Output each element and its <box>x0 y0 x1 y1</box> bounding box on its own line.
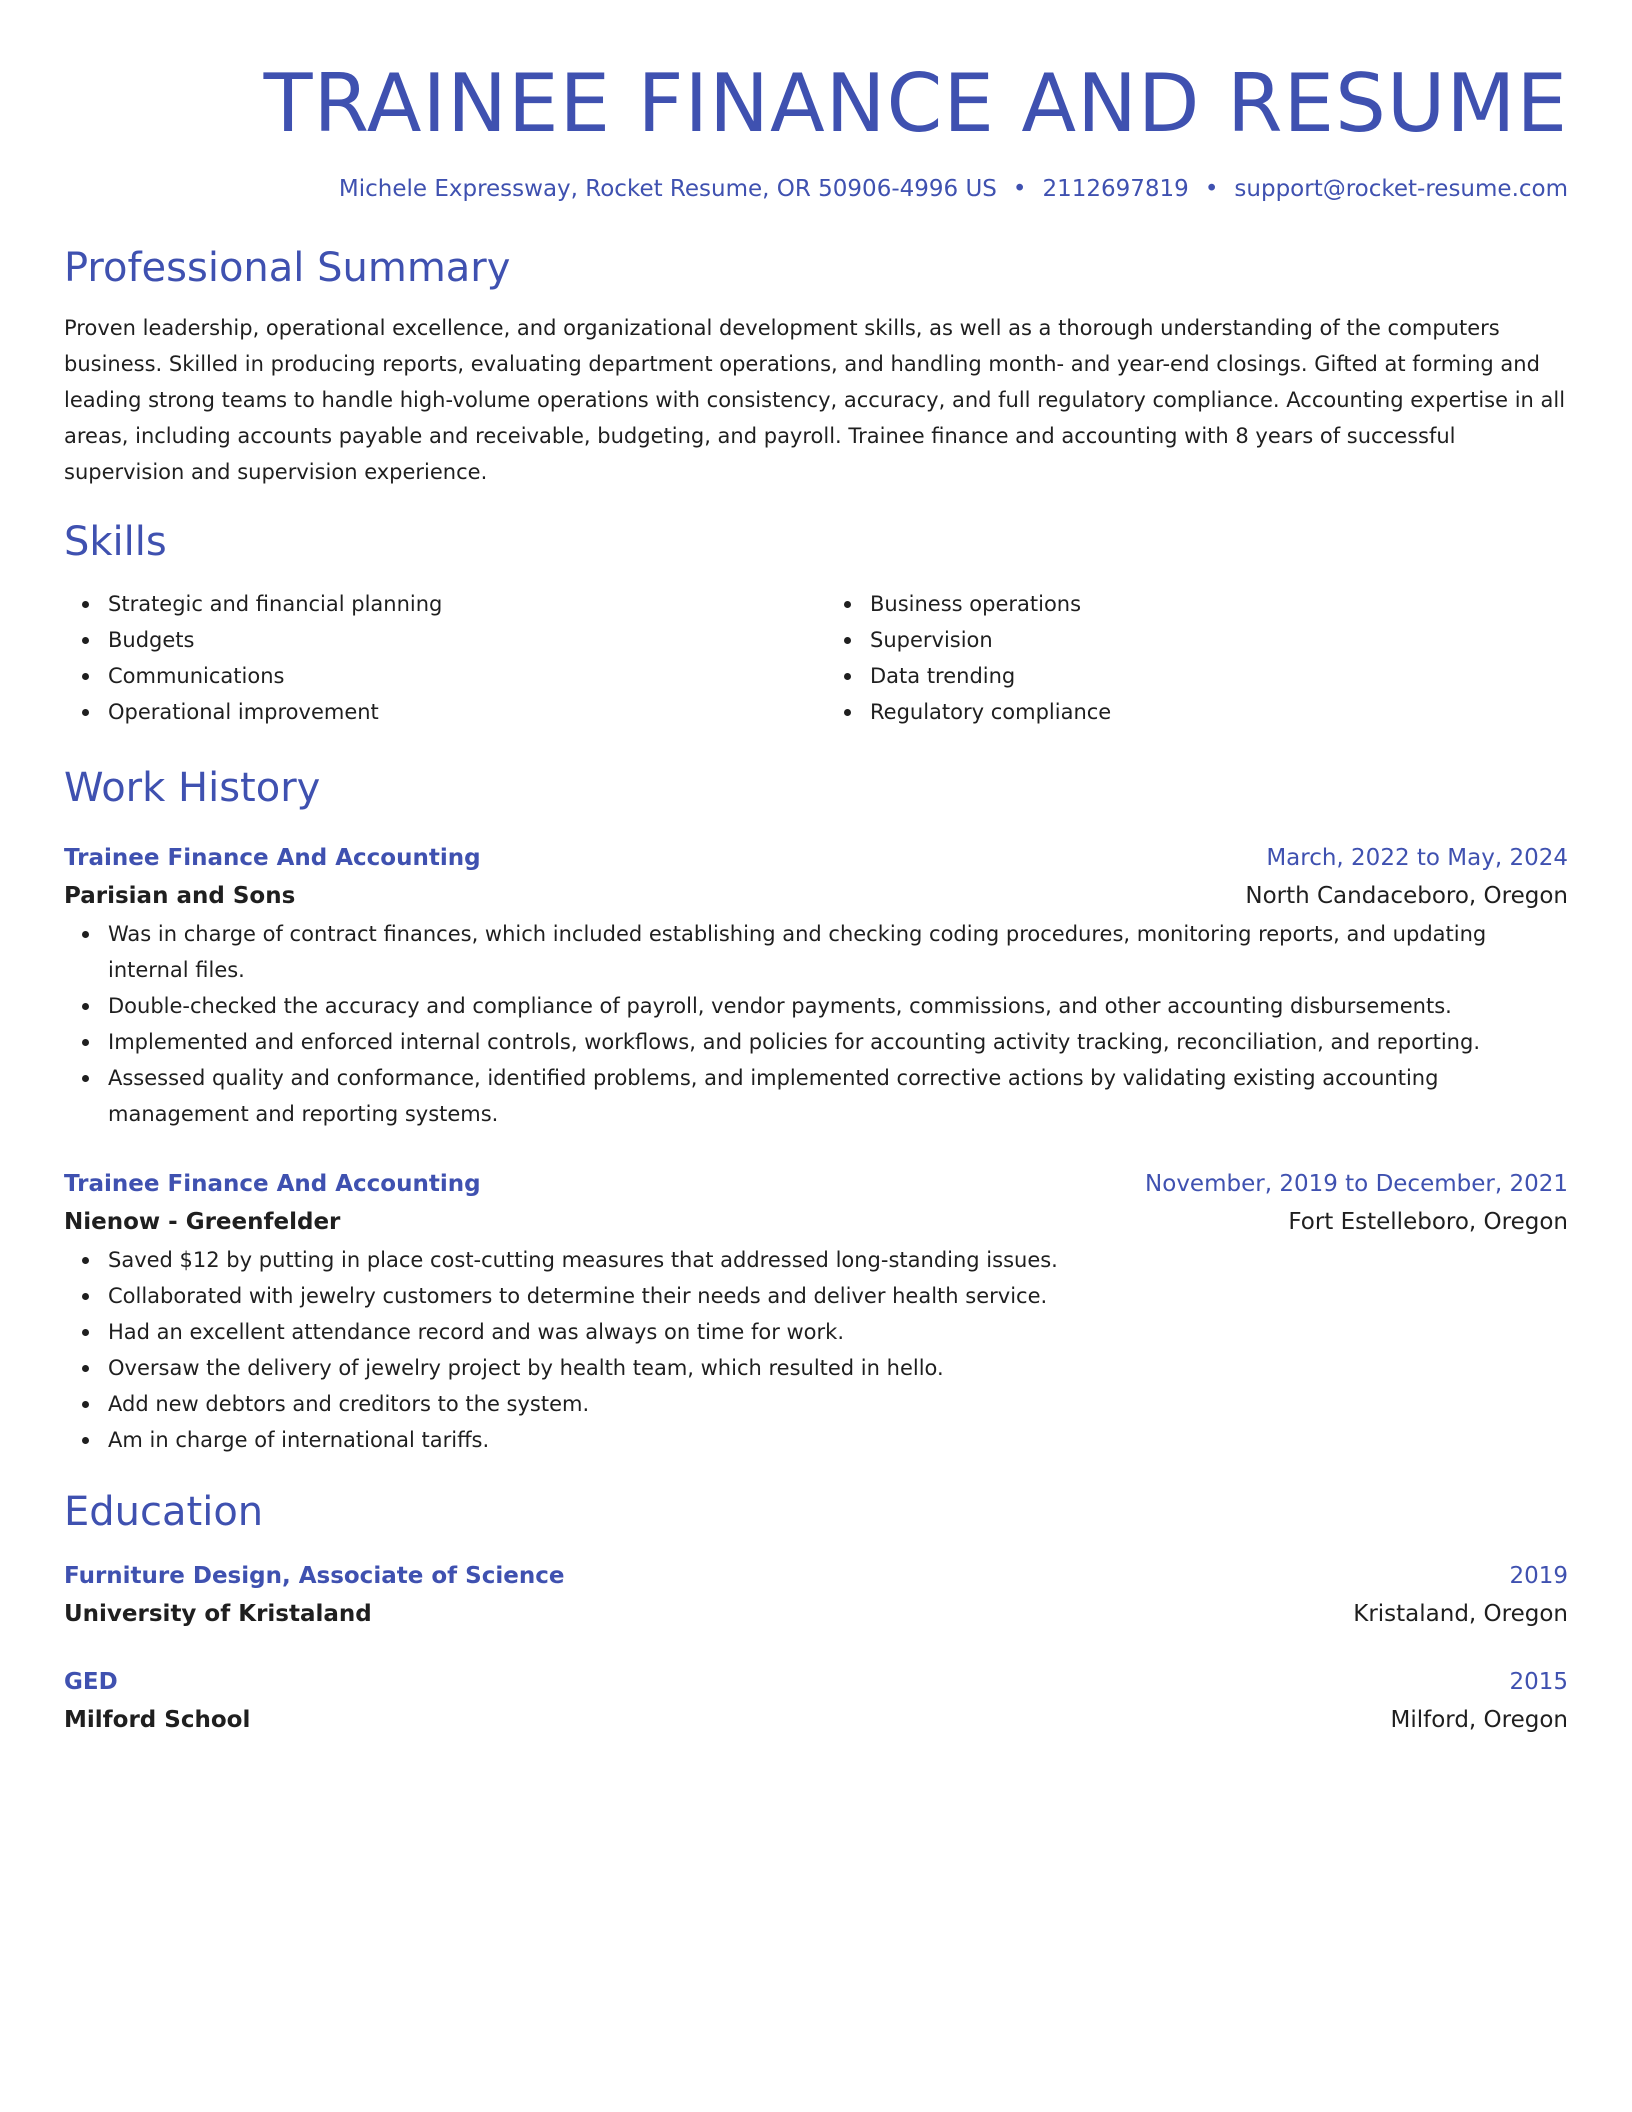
education-location: Kristaland, Oregon <box>1353 1601 1568 1627</box>
skill-item: Business operations <box>870 586 1568 622</box>
job-bullet: Implemented and enforced internal controls, workflows, and policies for accounting activity tracking, reconciliation, and reporting. <box>108 1024 1568 1060</box>
job-title-row <box>64 1166 1568 1202</box>
job-bullets <box>64 916 1568 1132</box>
work-history-heading: Work History <box>64 765 321 811</box>
job-location: North Candaceboro, Oregon <box>1245 883 1568 909</box>
education-degree: GED <box>64 1669 118 1695</box>
job-company: Nienow - Greenfelder <box>64 1209 341 1235</box>
job-bullet: Collaborated with jewelry customers to determine their needs and deliver health service. <box>108 1278 1568 1314</box>
job-company-row <box>64 876 1568 916</box>
summary-section <box>64 244 1568 490</box>
job-bullet: Am in charge of international tariffs. <box>108 1422 1568 1458</box>
job-bullet: Assessed quality and conformance, identified problems, and implemented corrective actions by validating existing accounting management and reporting systems. <box>108 1060 1568 1132</box>
skills-heading: Skills <box>64 519 167 565</box>
job-bullet: Saved $12 by putting in place cost-cutting measures that addressed long-standing issues. <box>108 1242 1568 1278</box>
job-dates: March, 2022 to May, 2024 <box>1266 845 1568 871</box>
skills-list-right <box>826 586 1568 730</box>
education-section <box>64 1488 1568 1740</box>
job-title-row <box>64 840 1568 876</box>
education-school-row <box>64 1594 1568 1634</box>
skill-item: Supervision <box>870 622 1568 658</box>
education-entry <box>64 1664 1568 1740</box>
education-degree-row <box>64 1558 1568 1594</box>
resume-name: TRAINEE FINANCE AND RESUME <box>263 57 1568 150</box>
contact-address: Michele Expressway, Rocket Resume, OR 50906-4996 US <box>338 176 997 202</box>
job-company: Parisian and Sons <box>64 883 296 909</box>
contact-separator: • <box>1012 176 1027 202</box>
job-bullet: Was in charge of contract finances, which included establishing and checking coding procedures, monitoring reports, and updating internal files. <box>108 916 1568 988</box>
contact-line <box>64 174 1568 204</box>
job-entry <box>64 1166 1568 1458</box>
education-school: Milford School <box>64 1707 251 1733</box>
job-bullet: Had an excellent attendance record and was always on time for work. <box>108 1314 1568 1350</box>
skills-section <box>64 518 1568 730</box>
contact-email: support@rocket-resume.com <box>1234 176 1568 202</box>
skill-item: Budgets <box>108 622 806 658</box>
education-year: 2015 <box>1509 1669 1568 1695</box>
education-school-row <box>64 1700 1568 1740</box>
education-school: University of Kristaland <box>64 1601 372 1627</box>
skill-item: Operational improvement <box>108 694 806 730</box>
education-location: Milford, Oregon <box>1390 1707 1568 1733</box>
contact-phone: 2112697819 <box>1042 176 1189 202</box>
education-heading: Education <box>64 1489 264 1535</box>
summary-text: Proven leadership, operational excellence, and organizational development skills, as well as a thorough understanding of the computers business. Skilled in producing reports, evaluating department operations, and handling month- and year-end closings. Gifted at forming and leading strong teams to handle high-volume operations with consistency, accuracy, and full regulatory compliance. Accounting expertise in all areas, including accounts payable and receivable, budgeting, and payroll. Trainee finance and accounting with 8 years of successful supervision and supervision experience. <box>64 316 1566 484</box>
skill-item: Communications <box>108 658 806 694</box>
job-company-row <box>64 1202 1568 1242</box>
job-location: Fort Estelleboro, Oregon <box>1288 1209 1568 1235</box>
summary-heading: Professional Summary <box>64 245 511 291</box>
skill-item: Strategic and financial planning <box>108 586 806 622</box>
contact-separator: • <box>1204 176 1219 202</box>
resume-page <box>64 0 1568 1740</box>
skills-list-left <box>64 586 806 730</box>
job-dates: November, 2019 to December, 2021 <box>1145 1171 1568 1197</box>
job-entry <box>64 840 1568 1132</box>
education-year: 2019 <box>1509 1563 1568 1589</box>
job-bullet: Oversaw the delivery of jewelry project by health team, which resulted in hello. <box>108 1350 1568 1386</box>
education-entry <box>64 1558 1568 1634</box>
education-degree-row <box>64 1664 1568 1700</box>
job-bullet: Add new debtors and creditors to the system. <box>108 1386 1568 1422</box>
work-history-section <box>64 764 1568 1458</box>
education-degree: Furniture Design, Associate of Science <box>64 1563 565 1589</box>
job-title: Trainee Finance And Accounting <box>64 845 481 871</box>
skill-item: Regulatory compliance <box>870 694 1568 730</box>
job-bullet: Double-checked the accuracy and compliance of payroll, vendor payments, commissions, and other accounting disbursements. <box>108 988 1568 1024</box>
resume-header <box>64 56 1568 204</box>
job-bullets <box>64 1242 1568 1458</box>
job-title: Trainee Finance And Accounting <box>64 1171 481 1197</box>
skills-grid <box>64 586 1568 730</box>
skill-item: Data trending <box>870 658 1568 694</box>
